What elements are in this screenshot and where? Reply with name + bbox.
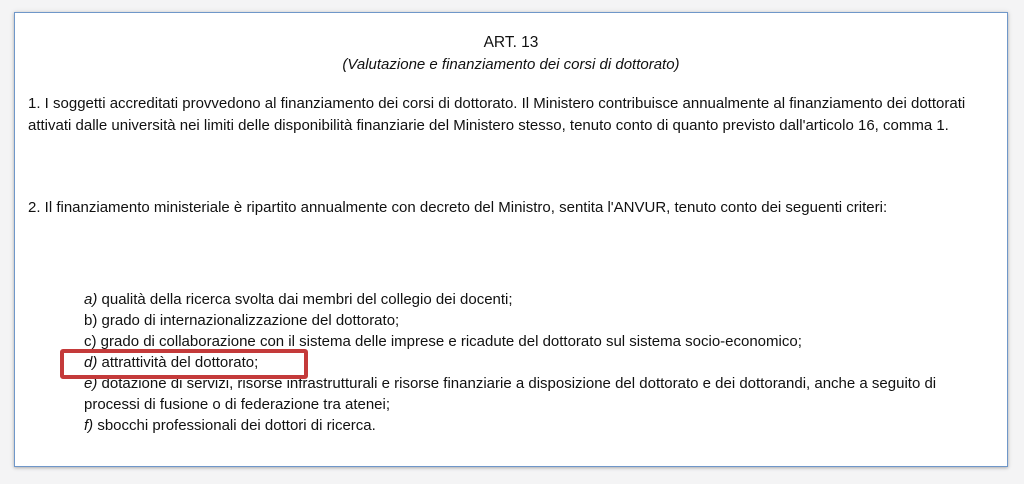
criterion-letter: e) (84, 375, 98, 392)
criterion-d (84, 352, 994, 373)
criterion-text: dotazione di servizi, risorse infrastrutturali e risorse finanziarie a disposizione del dottorato e dei dottorandi, anche a seguito di processi di fusione o di federazione tra atenei; (84, 375, 937, 413)
paragraph-1: 1. I soggetti accreditati provvedono al finanziamento dei corsi di dottorato. Il Ministero contribuisce annualmente al finanziamento dei dottorati attivati dalle università nei limiti delle disponibilità finanziarie del Ministero stesso, tenuto conto di quanto previsto dall'articolo 16, comma 1. (28, 95, 966, 134)
criteria-list (84, 289, 994, 436)
criterion-letter: c) (84, 333, 97, 350)
criterion-text: attrattività del dottorato; (97, 354, 259, 371)
article-title: ART. 13 (483, 34, 539, 51)
criterion-b (84, 310, 994, 331)
paragraph-2: 2. Il finanziamento ministeriale è ripartito annualmente con decreto del Ministro, sentita l'ANVUR, tenuto conto dei seguenti criteri: (28, 199, 888, 216)
criterion-text: grado di collaborazione con il sistema delle imprese e ricadute del dottorato sul sistema socio-economico; (96, 333, 802, 350)
criterion-c (84, 331, 994, 352)
criterion-letter: a) (84, 291, 98, 308)
criterion-letter: b) (84, 312, 98, 329)
criterion-a (84, 289, 994, 310)
criterion-f (84, 415, 994, 436)
criterion-letter: d) (84, 354, 98, 371)
criterion-text: sbocchi professionali dei dottori di ricerca. (93, 417, 376, 434)
criterion-text: qualità della ricerca svolta dai membri del collegio dei docenti; (97, 291, 513, 308)
article-subtitle: (Valutazione e finanziamento dei corsi di dottorato) (342, 56, 680, 73)
criterion-letter: f) (84, 417, 94, 434)
document-page (14, 12, 1008, 467)
criterion-text: grado di internazionalizzazione del dottorato; (97, 312, 400, 329)
criterion-e (84, 373, 994, 415)
